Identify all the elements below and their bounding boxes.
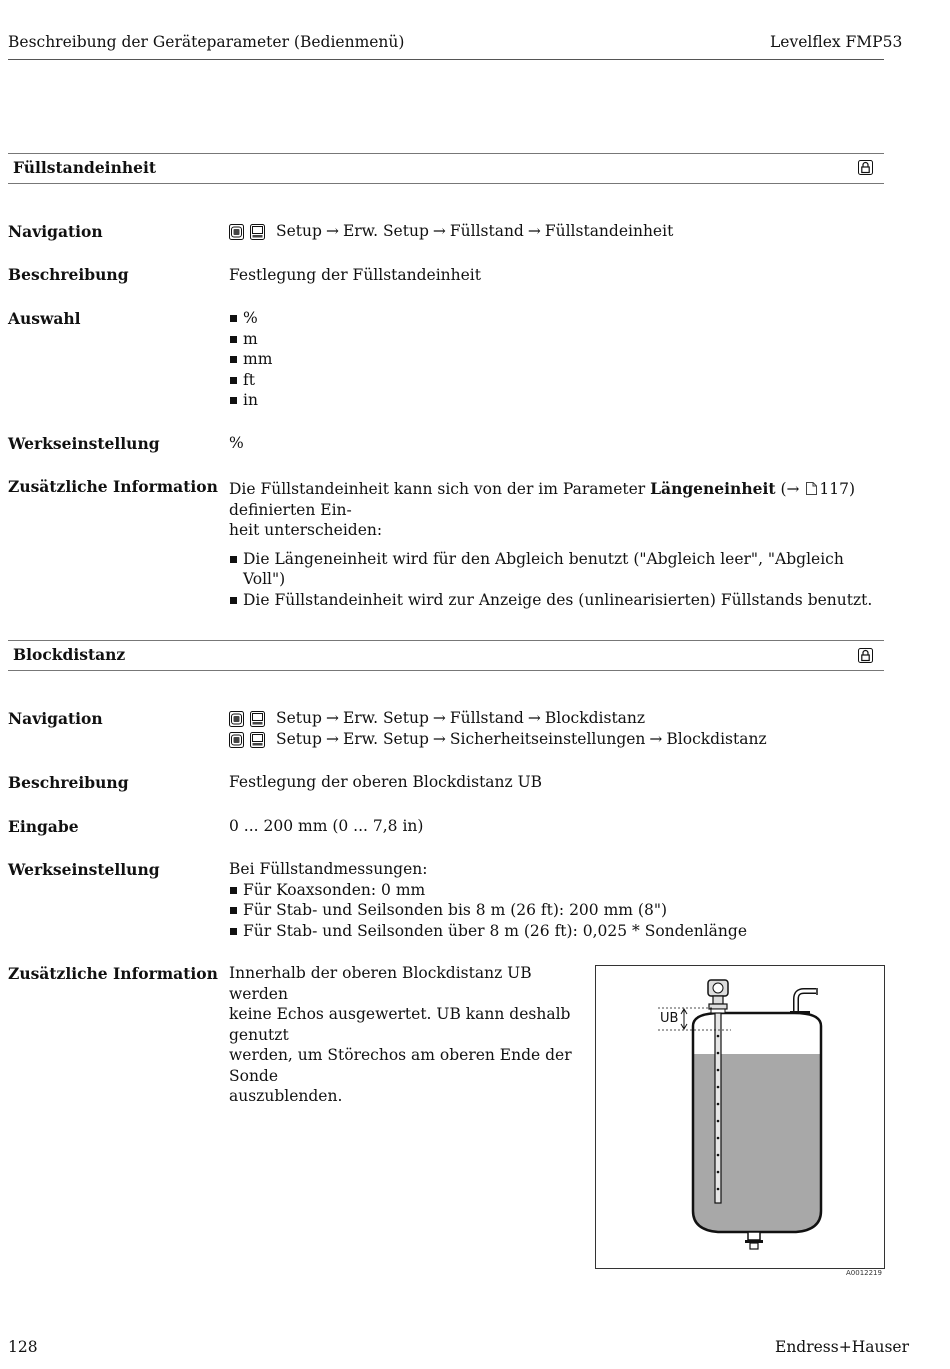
info-text — [229, 963, 579, 1107]
nav-step: Setup — [276, 222, 322, 241]
info-line: Die Füllstandeinheit kann sich von der im Parameter Längeneinheit (→ 117) definierten Ein- — [229, 479, 856, 519]
nav-step: Füllstand — [449, 709, 524, 728]
display-menu-icon — [250, 711, 265, 727]
eingabe-value: 0 ... 200 mm (0 ... 7,8 in) — [229, 817, 424, 835]
list-item: Für Koaxsonden: 0 mm — [229, 880, 747, 901]
running-header-left: Beschreibung der Geräteparameter (Bedienmenü) — [8, 33, 405, 51]
list-item: m — [229, 329, 272, 350]
nav-line — [229, 221, 673, 242]
lock-icon — [858, 160, 873, 175]
werkseinstellung-intro: Bei Füllstandmessungen: — [229, 860, 428, 878]
list-item: Die Füllstandeinheit wird zur Anzeige des (unlinearisierten) Füllstands benutzt. — [229, 590, 885, 611]
label-werkseinstellung: Werkseinstellung — [8, 860, 160, 879]
tank-drawing — [596, 966, 884, 1268]
figure-id: A0012219 — [846, 1269, 882, 1277]
list-item: Die Längeneinheit wird für den Abgleich benutzt ("Abgleich leer", "Abgleich Voll") — [229, 549, 885, 590]
nav-step: Füllstand — [449, 222, 524, 241]
display-menu-icon — [250, 732, 265, 748]
auswahl-list — [229, 308, 272, 411]
nav-line — [229, 708, 767, 729]
info-line: werden, um Störechos am oberen Ende der Sonde — [229, 1046, 572, 1085]
page-number: 128 — [8, 1338, 38, 1356]
section-title-fuellstandeinheit: Füllstandeinheit — [13, 158, 157, 177]
label-werkseinstellung: Werkseinstellung — [8, 434, 160, 453]
info-line: auszublenden. — [229, 1087, 343, 1105]
nav-step: Erw. Setup — [342, 709, 429, 728]
label-eingabe: Eingabe — [8, 817, 79, 836]
nav-step: Blockdistanz — [666, 730, 767, 749]
info-line: heit unterscheiden: — [229, 521, 383, 539]
nav-arrow: → — [432, 709, 446, 728]
expert-menu-icon — [229, 732, 244, 748]
list-item: mm — [229, 349, 272, 370]
section-bottom-rule — [8, 183, 884, 184]
expert-menu-icon — [229, 224, 244, 240]
beschreibung-text: Festlegung der oberen Blockdistanz UB — [229, 773, 543, 791]
werkseinstellung-value: % — [229, 434, 244, 452]
label-auswahl: Auswahl — [8, 309, 81, 328]
bottom-nozzle — [748, 1232, 760, 1240]
inlet-pipe — [796, 991, 816, 1013]
section-top-rule — [8, 153, 884, 154]
running-header-right: Levelflex FMP53 — [770, 33, 903, 51]
info-line: Innerhalb der oberen Blockdistanz UB werden — [229, 964, 532, 1003]
navigation-path — [229, 221, 673, 242]
info-text — [229, 479, 885, 610]
label-beschreibung: Beschreibung — [8, 265, 129, 284]
info-line: keine Echos ausgewertet. UB kann deshalb genutzt — [229, 1005, 571, 1044]
header-rule — [8, 59, 884, 60]
page-reference-icon — [806, 482, 817, 495]
label-zusaetzliche-information: Zusätzliche Information — [8, 477, 218, 496]
label-zusaetzliche-information: Zusätzliche Information — [8, 964, 218, 983]
nav-arrow: → — [432, 730, 446, 749]
nav-arrow: → — [325, 709, 339, 728]
label-beschreibung: Beschreibung — [8, 773, 129, 792]
nav-step: Setup — [276, 709, 322, 728]
nav-step: Erw. Setup — [342, 222, 429, 241]
label-navigation: Navigation — [8, 222, 103, 241]
nav-step: Setup — [276, 730, 322, 749]
nav-arrow: → — [649, 730, 663, 749]
nav-arrow: → — [325, 730, 339, 749]
nav-arrow: → — [527, 222, 541, 241]
list-item: Für Stab- und Seilsonden bis 8 m (26 ft): 200 mm (8") — [229, 900, 747, 921]
list-item: Für Stab- und Seilsonden über 8 m (26 ft): 0,025 * Sondenlänge — [229, 921, 747, 942]
nav-arrow: → — [325, 222, 339, 241]
label-navigation: Navigation — [8, 709, 103, 728]
list-item: % — [229, 308, 272, 329]
list-item: ft — [229, 370, 272, 391]
liquid-fill — [693, 1054, 821, 1232]
section-top-rule — [8, 640, 884, 641]
tank-illustration — [595, 965, 885, 1269]
beschreibung-text: Festlegung der Füllstandeinheit — [229, 266, 481, 284]
nav-arrow: → — [527, 709, 541, 728]
ub-label: UB — [660, 1011, 679, 1026]
footer-brand: Endress+Hauser — [775, 1338, 909, 1356]
nav-step: Erw. Setup — [342, 730, 429, 749]
section-bottom-rule — [8, 670, 884, 671]
nav-line — [229, 729, 767, 750]
werkseinstellung-value — [229, 859, 747, 941]
nav-step: Füllstandeinheit — [544, 222, 674, 241]
nav-arrow: → — [432, 222, 446, 241]
navigation-path — [229, 708, 767, 750]
display-menu-icon — [250, 224, 265, 240]
section-title-blockdistanz: Blockdistanz — [13, 645, 126, 664]
nav-step: Blockdistanz — [544, 709, 646, 728]
lock-icon — [858, 648, 873, 663]
probe-rod — [715, 1013, 721, 1203]
nav-step: Sicherheitseinstellungen — [449, 730, 646, 749]
expert-menu-icon — [229, 711, 244, 727]
parameter-name: Längeneinheit — [650, 479, 776, 498]
list-item: in — [229, 390, 272, 411]
